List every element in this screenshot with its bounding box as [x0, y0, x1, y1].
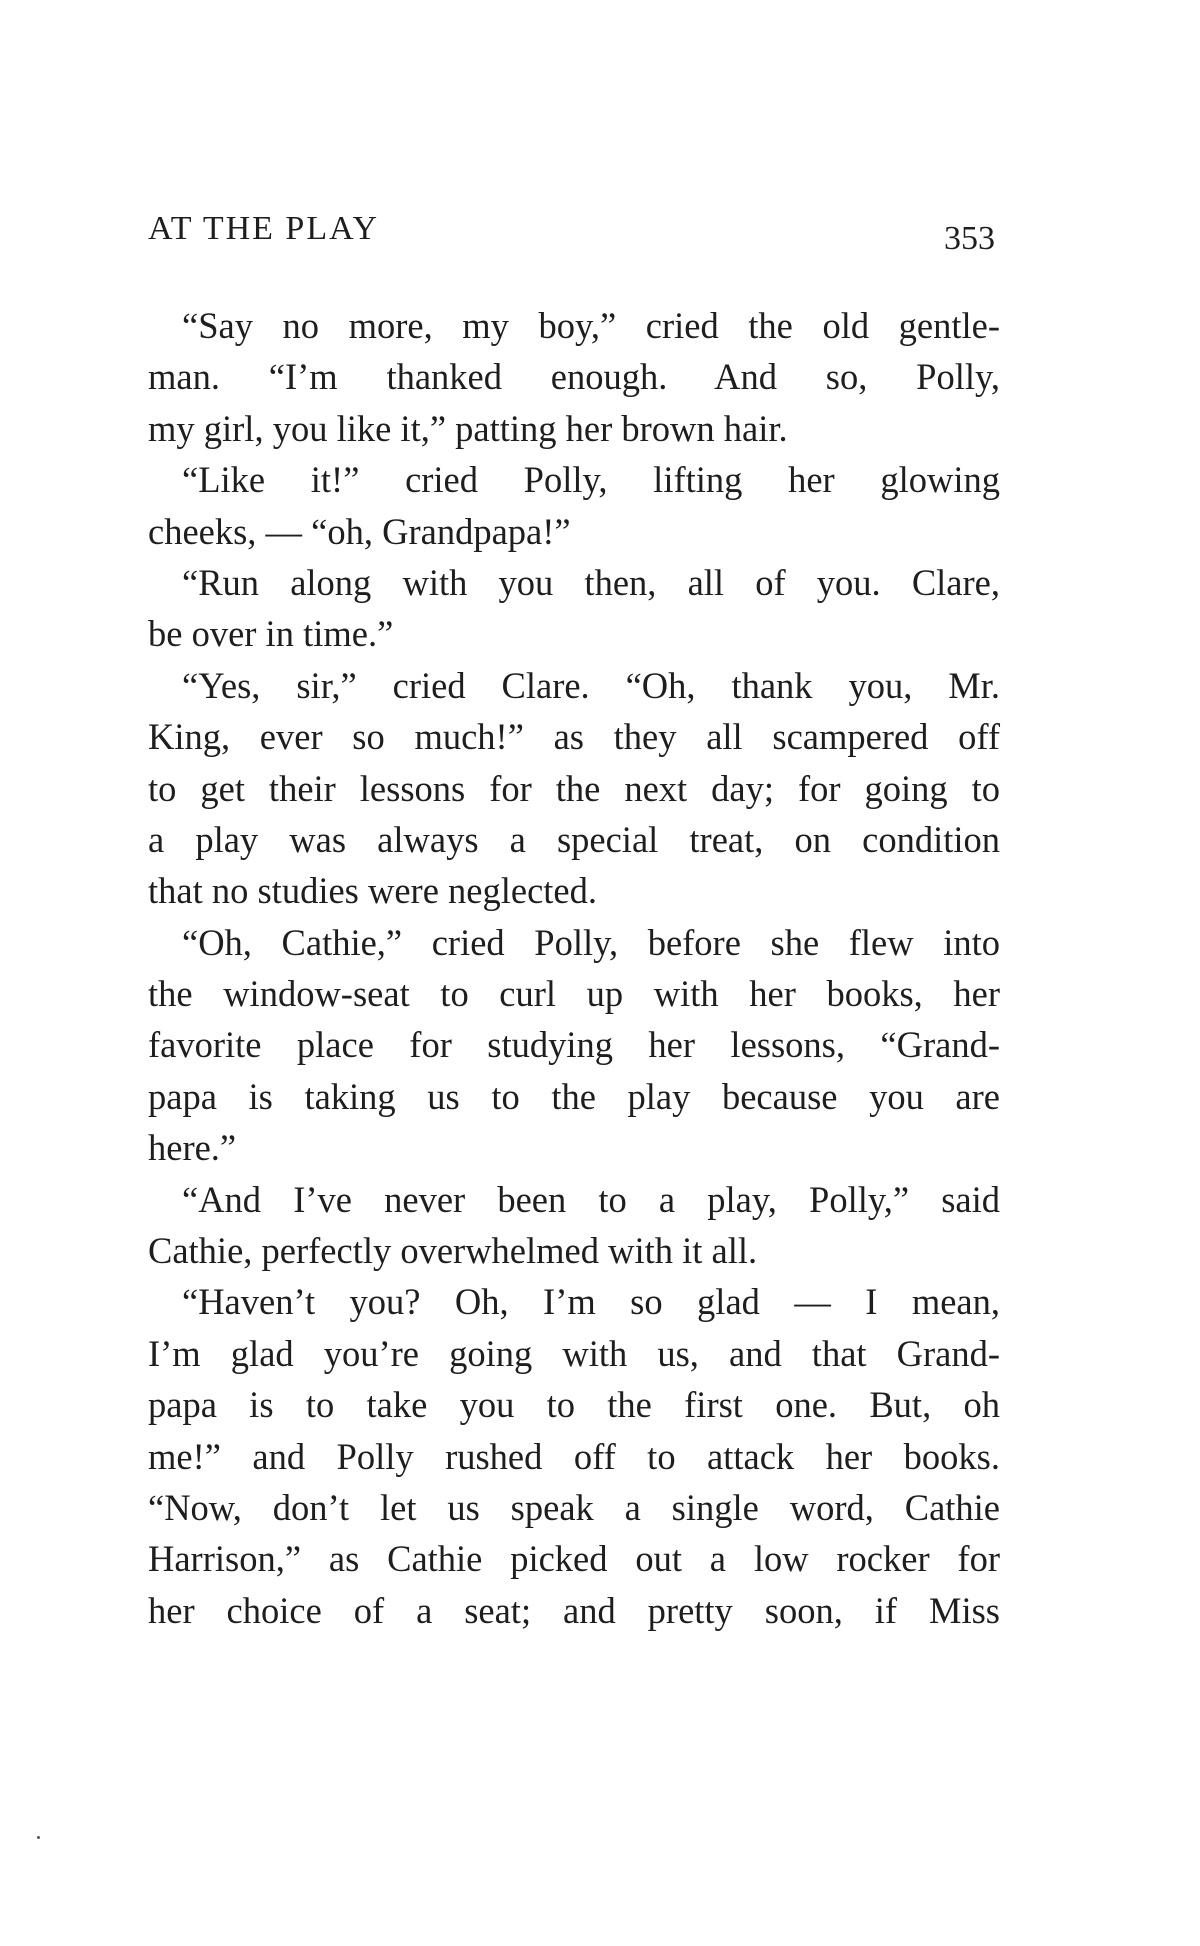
- text-line: papa is to take you to the first one. But, oh: [148, 1384, 1000, 1426]
- text-line: my girl, you like it,” patting her brown hair.: [148, 407, 788, 449]
- text-line: papa is taking us to the play because you are: [148, 1075, 1000, 1117]
- text-line: here.”: [148, 1127, 237, 1169]
- text-line: a play was always a special treat, on condition: [148, 818, 1000, 860]
- text-line: “And I’ve never been to a play, Polly,” said: [182, 1178, 1000, 1220]
- text-line: to get their lessons for the next day; for going to: [148, 767, 1000, 809]
- text-line: “Run along with you then, all of you. Clare,: [182, 561, 1000, 603]
- text-line: her choice of a seat; and pretty soon, if Miss: [148, 1589, 1000, 1631]
- text-line: I’m glad you’re going with us, and that Grand-: [148, 1332, 1000, 1374]
- text-line: King, ever so much!” as they all scampered off: [148, 716, 1000, 758]
- text-line: be over in time.”: [148, 613, 394, 655]
- text-line: me!” and Polly rushed off to attack her books.: [148, 1435, 1000, 1477]
- text-line: the window-seat to curl up with her books, her: [148, 973, 1000, 1015]
- page-speck: [37, 1836, 40, 1839]
- text-line: “Haven’t you? Oh, I’m so glad — I mean,: [182, 1281, 1000, 1323]
- text-line: Cathie, perfectly overwhelmed with it all.: [148, 1230, 758, 1272]
- text-line: man. “I’m thanked enough. And so, Polly,: [148, 356, 1000, 398]
- text-line: “Say no more, my boy,” cried the old gentle-: [182, 305, 1000, 346]
- text-line: “Oh, Cathie,” cried Polly, before she flew into: [182, 921, 1000, 963]
- page-number: 353: [944, 220, 995, 257]
- text-line: cheeks, — “oh, Grandpapa!”: [148, 510, 571, 552]
- text-line: that no studies were neglected.: [148, 870, 597, 912]
- text-line: favorite place for studying her lessons, “Grand-: [148, 1024, 1000, 1066]
- text-line: “Yes, sir,” cried Clare. “Oh, thank you, Mr.: [182, 664, 1000, 706]
- running-head: AT THE PLAY: [148, 210, 380, 247]
- text-line: “Now, don’t let us speak a single word, Cathie: [148, 1486, 1000, 1528]
- text-line: “Like it!” cried Polly, lifting her glowing: [182, 459, 1000, 501]
- text-line: Harrison,” as Cathie picked out a low rocker for: [148, 1538, 1000, 1580]
- body-text: [148, 300, 1000, 1636]
